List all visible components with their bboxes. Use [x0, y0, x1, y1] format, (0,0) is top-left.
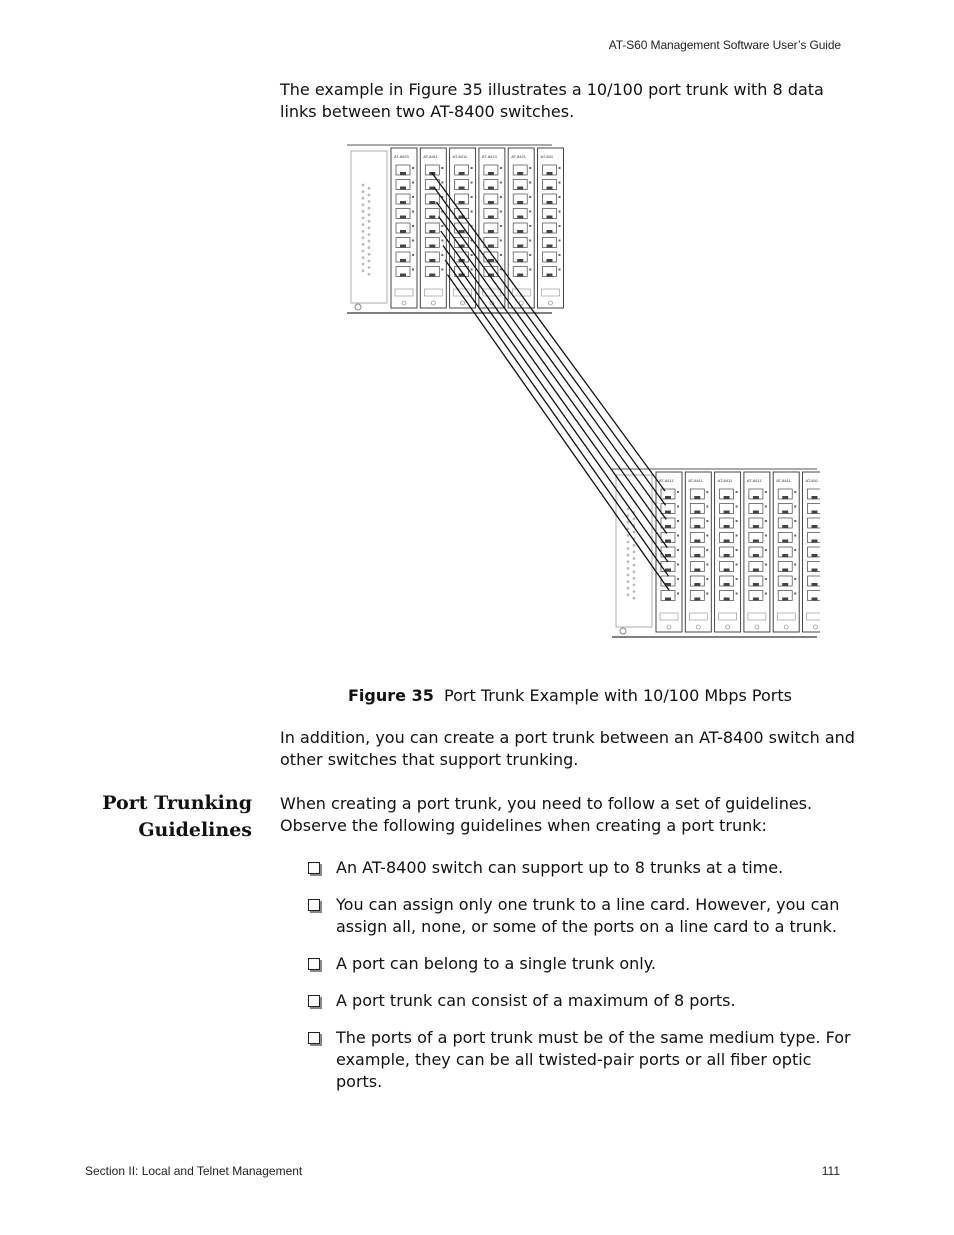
- port-latch: [724, 569, 730, 572]
- port-led: [677, 520, 679, 522]
- port-latch: [665, 569, 671, 572]
- vent-hole: [362, 256, 365, 259]
- port-latch: [429, 245, 435, 248]
- port-latch: [400, 245, 406, 248]
- vent-hole: [368, 187, 371, 190]
- port-led: [677, 564, 679, 566]
- port-led: [529, 211, 531, 213]
- port-latch: [429, 274, 435, 277]
- vent-hole: [362, 230, 365, 233]
- trunk-link-line: [447, 275, 669, 591]
- port-led: [412, 182, 414, 184]
- card-label: AT-841: [805, 478, 819, 483]
- port-latch: [429, 230, 435, 233]
- vent-hole: [368, 273, 371, 276]
- port-latch: [694, 540, 700, 543]
- port-led: [529, 240, 531, 242]
- port-led: [500, 182, 502, 184]
- port-led: [794, 564, 796, 566]
- port-latch: [724, 583, 730, 586]
- port-led: [736, 564, 738, 566]
- vent-hole: [633, 590, 636, 593]
- port-latch: [488, 245, 494, 248]
- checkbox-bullet-icon: [308, 995, 320, 1007]
- port-latch: [459, 187, 465, 190]
- port-latch: [753, 598, 759, 601]
- port-led: [765, 506, 767, 508]
- card-label: AT-8420: [394, 154, 409, 159]
- port-led: [765, 578, 767, 580]
- figure-caption: [348, 686, 792, 705]
- port-led: [412, 167, 414, 169]
- vent-hole: [368, 253, 371, 256]
- port-led: [794, 549, 796, 551]
- port-led: [471, 196, 473, 198]
- port-latch: [782, 525, 788, 528]
- port-latch: [665, 540, 671, 543]
- vent-hole: [633, 577, 636, 580]
- port-latch: [694, 569, 700, 572]
- port-latch: [694, 583, 700, 586]
- port-latch: [547, 274, 553, 277]
- port-latch: [400, 187, 406, 190]
- vent-hole: [368, 246, 371, 249]
- port-latch: [812, 598, 818, 601]
- vent-hole: [627, 541, 630, 544]
- port-latch: [753, 540, 759, 543]
- port-latch: [459, 230, 465, 233]
- port-led: [765, 491, 767, 493]
- port-latch: [782, 569, 788, 572]
- port-latch: [429, 259, 435, 262]
- port-latch: [694, 511, 700, 514]
- port-latch: [782, 496, 788, 499]
- port-led: [706, 578, 708, 580]
- vent-hole: [633, 531, 636, 534]
- vent-hole: [627, 560, 630, 563]
- vent-hole: [368, 207, 371, 210]
- port-led: [500, 254, 502, 256]
- port-led: [500, 196, 502, 198]
- vent-hole: [633, 597, 636, 600]
- vent-hole: [362, 203, 365, 206]
- card-label: AT-8411: [452, 154, 468, 159]
- list-item: [308, 894, 858, 938]
- list-item-text: An AT-8400 switch can support up to 8 trunks at a time.: [336, 858, 784, 877]
- list-item-text: The ports of a port trunk must be of the same medium type. For example, they can be all twisted-pair ports or all fiber optic ports.: [336, 1028, 851, 1091]
- port-led: [412, 211, 414, 213]
- vent-hole: [368, 266, 371, 269]
- card-label: AT-8411: [423, 154, 438, 159]
- vent-hole: [362, 184, 365, 187]
- port-latch: [488, 216, 494, 219]
- port-latch: [459, 201, 465, 204]
- vent-hole: [627, 547, 630, 550]
- port-led: [441, 240, 443, 242]
- port-latch: [517, 216, 523, 219]
- list-item-text: A port trunk can consist of a maximum of 8 ports.: [336, 991, 736, 1010]
- port-latch: [517, 187, 523, 190]
- vent-hole: [627, 580, 630, 583]
- port-latch: [665, 554, 671, 557]
- card-label: AT-841: [540, 154, 554, 159]
- section-intro: When creating a port trunk, you need to follow a set of guidelines. Observe the following guidelines when creating a port trunk:: [280, 794, 813, 835]
- vent-hole: [627, 567, 630, 570]
- intro-paragraph: The example in Figure 35 illustrates a 10/100 port trunk with 8 data links between two AT-8400 switches.: [280, 80, 824, 121]
- port-led: [677, 535, 679, 537]
- vent-hole: [362, 197, 365, 200]
- port-led: [529, 182, 531, 184]
- port-latch: [694, 525, 700, 528]
- vent-hole: [633, 570, 636, 573]
- port-latch: [400, 259, 406, 262]
- port-led: [559, 196, 561, 198]
- port-led: [441, 225, 443, 227]
- port-led: [794, 578, 796, 580]
- card-label: AT-8421: [511, 154, 527, 159]
- vent-hole: [368, 220, 371, 223]
- guidelines-list: [308, 857, 858, 1108]
- list-item: [308, 953, 858, 975]
- port-latch: [753, 569, 759, 572]
- port-led: [765, 564, 767, 566]
- vent-hole: [362, 223, 365, 226]
- port-latch: [782, 583, 788, 586]
- port-latch: [724, 496, 730, 499]
- port-led: [706, 491, 708, 493]
- port-led: [441, 269, 443, 271]
- port-latch: [459, 172, 465, 175]
- port-led: [529, 196, 531, 198]
- port-led: [412, 240, 414, 242]
- port-led: [529, 269, 531, 271]
- vent-hole: [627, 587, 630, 590]
- port-latch: [724, 598, 730, 601]
- port-trunk-diagram: [345, 143, 820, 640]
- vent-hole: [362, 190, 365, 193]
- port-led: [471, 269, 473, 271]
- vent-hole: [362, 263, 365, 266]
- screw-icon: [355, 304, 361, 310]
- card-label: AT-8411: [776, 478, 791, 483]
- paragraph-after-figure: In addition, you can create a port trunk between an AT-8400 switch and other switches that support trunking.: [280, 728, 855, 769]
- port-latch: [665, 598, 671, 601]
- port-led: [471, 254, 473, 256]
- port-latch: [665, 496, 671, 499]
- port-latch: [782, 540, 788, 543]
- port-led: [441, 167, 443, 169]
- port-latch: [547, 216, 553, 219]
- port-latch: [753, 511, 759, 514]
- port-latch: [753, 554, 759, 557]
- vent-hole: [627, 574, 630, 577]
- footer-section-label: Section II: Local and Telnet Management: [85, 1164, 303, 1178]
- port-led: [471, 182, 473, 184]
- port-led: [736, 491, 738, 493]
- port-led: [706, 520, 708, 522]
- list-item: [308, 857, 858, 879]
- vent-hole: [362, 250, 365, 253]
- port-led: [559, 211, 561, 213]
- port-latch: [665, 525, 671, 528]
- port-led: [677, 578, 679, 580]
- vent-hole: [633, 584, 636, 587]
- port-led: [441, 182, 443, 184]
- checkbox-bullet-icon: [308, 862, 320, 874]
- port-led: [559, 167, 561, 169]
- port-latch: [517, 172, 523, 175]
- port-latch: [782, 511, 788, 514]
- card-label: AT-8411: [659, 478, 674, 483]
- vent-hole: [362, 236, 365, 239]
- port-led: [529, 167, 531, 169]
- port-latch: [812, 569, 818, 572]
- port-latch: [782, 598, 788, 601]
- vent-hole: [627, 534, 630, 537]
- port-latch: [812, 583, 818, 586]
- running-header: AT-S60 Management Software User’s Guide: [608, 38, 841, 52]
- port-led: [736, 593, 738, 595]
- section-heading: [102, 790, 252, 844]
- port-latch: [488, 201, 494, 204]
- vent-hole: [633, 551, 636, 554]
- vent-hole: [368, 200, 371, 203]
- port-led: [794, 593, 796, 595]
- port-led: [736, 578, 738, 580]
- port-led: [706, 506, 708, 508]
- card-label: AT-8411: [717, 478, 733, 483]
- port-led: [412, 254, 414, 256]
- port-led: [794, 506, 796, 508]
- port-latch: [547, 259, 553, 262]
- list-item-text: A port can belong to a single trunk only.: [336, 954, 656, 973]
- port-led: [706, 593, 708, 595]
- port-led: [500, 211, 502, 213]
- vent-hole: [362, 210, 365, 213]
- port-led: [500, 240, 502, 242]
- port-latch: [694, 554, 700, 557]
- port-latch: [753, 525, 759, 528]
- vent-hole: [362, 243, 365, 246]
- port-latch: [429, 201, 435, 204]
- port-led: [736, 506, 738, 508]
- port-latch: [753, 583, 759, 586]
- port-led: [441, 254, 443, 256]
- port-led: [706, 549, 708, 551]
- port-latch: [694, 598, 700, 601]
- vent-hole: [368, 233, 371, 236]
- port-led: [677, 593, 679, 595]
- port-led: [559, 182, 561, 184]
- page-number: 111: [821, 1164, 840, 1178]
- port-latch: [400, 274, 406, 277]
- port-latch: [429, 216, 435, 219]
- port-led: [559, 254, 561, 256]
- port-latch: [547, 187, 553, 190]
- port-led: [794, 535, 796, 537]
- port-latch: [812, 511, 818, 514]
- port-led: [559, 225, 561, 227]
- vent-hole: [633, 557, 636, 560]
- port-led: [412, 269, 414, 271]
- port-led: [706, 535, 708, 537]
- figure-caption-text: Port Trunk Example with 10/100 Mbps Ports: [444, 686, 792, 705]
- port-latch: [488, 230, 494, 233]
- port-latch: [488, 187, 494, 190]
- vent-hole: [633, 518, 636, 521]
- port-led: [736, 535, 738, 537]
- card-label: AT-8413: [481, 154, 497, 159]
- port-latch: [547, 245, 553, 248]
- port-led: [471, 211, 473, 213]
- vent-hole: [633, 564, 636, 567]
- port-led: [765, 535, 767, 537]
- port-latch: [517, 201, 523, 204]
- figure-number: Figure 35: [348, 686, 434, 705]
- checkbox-bullet-icon: [308, 899, 320, 911]
- port-led: [677, 549, 679, 551]
- port-latch: [400, 216, 406, 219]
- port-led: [765, 520, 767, 522]
- port-led: [500, 225, 502, 227]
- port-led: [706, 564, 708, 566]
- port-led: [765, 549, 767, 551]
- port-latch: [547, 201, 553, 204]
- port-led: [559, 269, 561, 271]
- port-led: [736, 549, 738, 551]
- vent-hole: [368, 213, 371, 216]
- vent-hole: [362, 269, 365, 272]
- port-latch: [812, 554, 818, 557]
- vent-hole: [633, 544, 636, 547]
- port-latch: [400, 201, 406, 204]
- checkbox-bullet-icon: [308, 958, 320, 970]
- port-latch: [517, 274, 523, 277]
- card-label: AT-8411: [746, 478, 762, 483]
- screw-icon: [620, 628, 626, 634]
- port-led: [794, 520, 796, 522]
- vent-hole: [362, 217, 365, 220]
- vent-hole: [368, 194, 371, 197]
- port-latch: [724, 540, 730, 543]
- port-led: [736, 520, 738, 522]
- port-latch: [812, 540, 818, 543]
- port-latch: [547, 172, 553, 175]
- section-heading-line2: Guidelines: [138, 819, 252, 841]
- port-led: [412, 225, 414, 227]
- port-latch: [517, 230, 523, 233]
- section-heading-line1: Port Trunking: [102, 792, 252, 814]
- vent-hole: [368, 260, 371, 263]
- port-latch: [724, 525, 730, 528]
- port-latch: [812, 496, 818, 499]
- port-led: [471, 167, 473, 169]
- port-latch: [665, 511, 671, 514]
- port-led: [677, 506, 679, 508]
- port-latch: [400, 230, 406, 233]
- port-led: [677, 491, 679, 493]
- port-latch: [724, 554, 730, 557]
- port-led: [765, 593, 767, 595]
- port-latch: [517, 259, 523, 262]
- port-latch: [400, 172, 406, 175]
- port-led: [559, 240, 561, 242]
- port-latch: [517, 245, 523, 248]
- port-led: [500, 167, 502, 169]
- port-latch: [782, 554, 788, 557]
- port-led: [794, 491, 796, 493]
- port-latch: [694, 496, 700, 499]
- card-label: AT-8411: [688, 478, 703, 483]
- port-led: [412, 196, 414, 198]
- port-latch: [812, 525, 818, 528]
- checkbox-bullet-icon: [308, 1032, 320, 1044]
- port-latch: [753, 496, 759, 499]
- figure-35: [345, 143, 820, 640]
- port-led: [529, 225, 531, 227]
- vent-hole: [368, 240, 371, 243]
- vent-hole: [627, 593, 630, 596]
- list-item: [308, 990, 858, 1012]
- port-latch: [547, 230, 553, 233]
- vent-hole: [368, 227, 371, 230]
- vent-hole: [627, 554, 630, 557]
- list-item-text: You can assign only one trunk to a line card. However, you can assign all, none, or some of the ports on a line card to a trunk.: [336, 895, 840, 936]
- port-latch: [724, 511, 730, 514]
- port-latch: [488, 172, 494, 175]
- list-item: [308, 1027, 858, 1093]
- port-led: [529, 254, 531, 256]
